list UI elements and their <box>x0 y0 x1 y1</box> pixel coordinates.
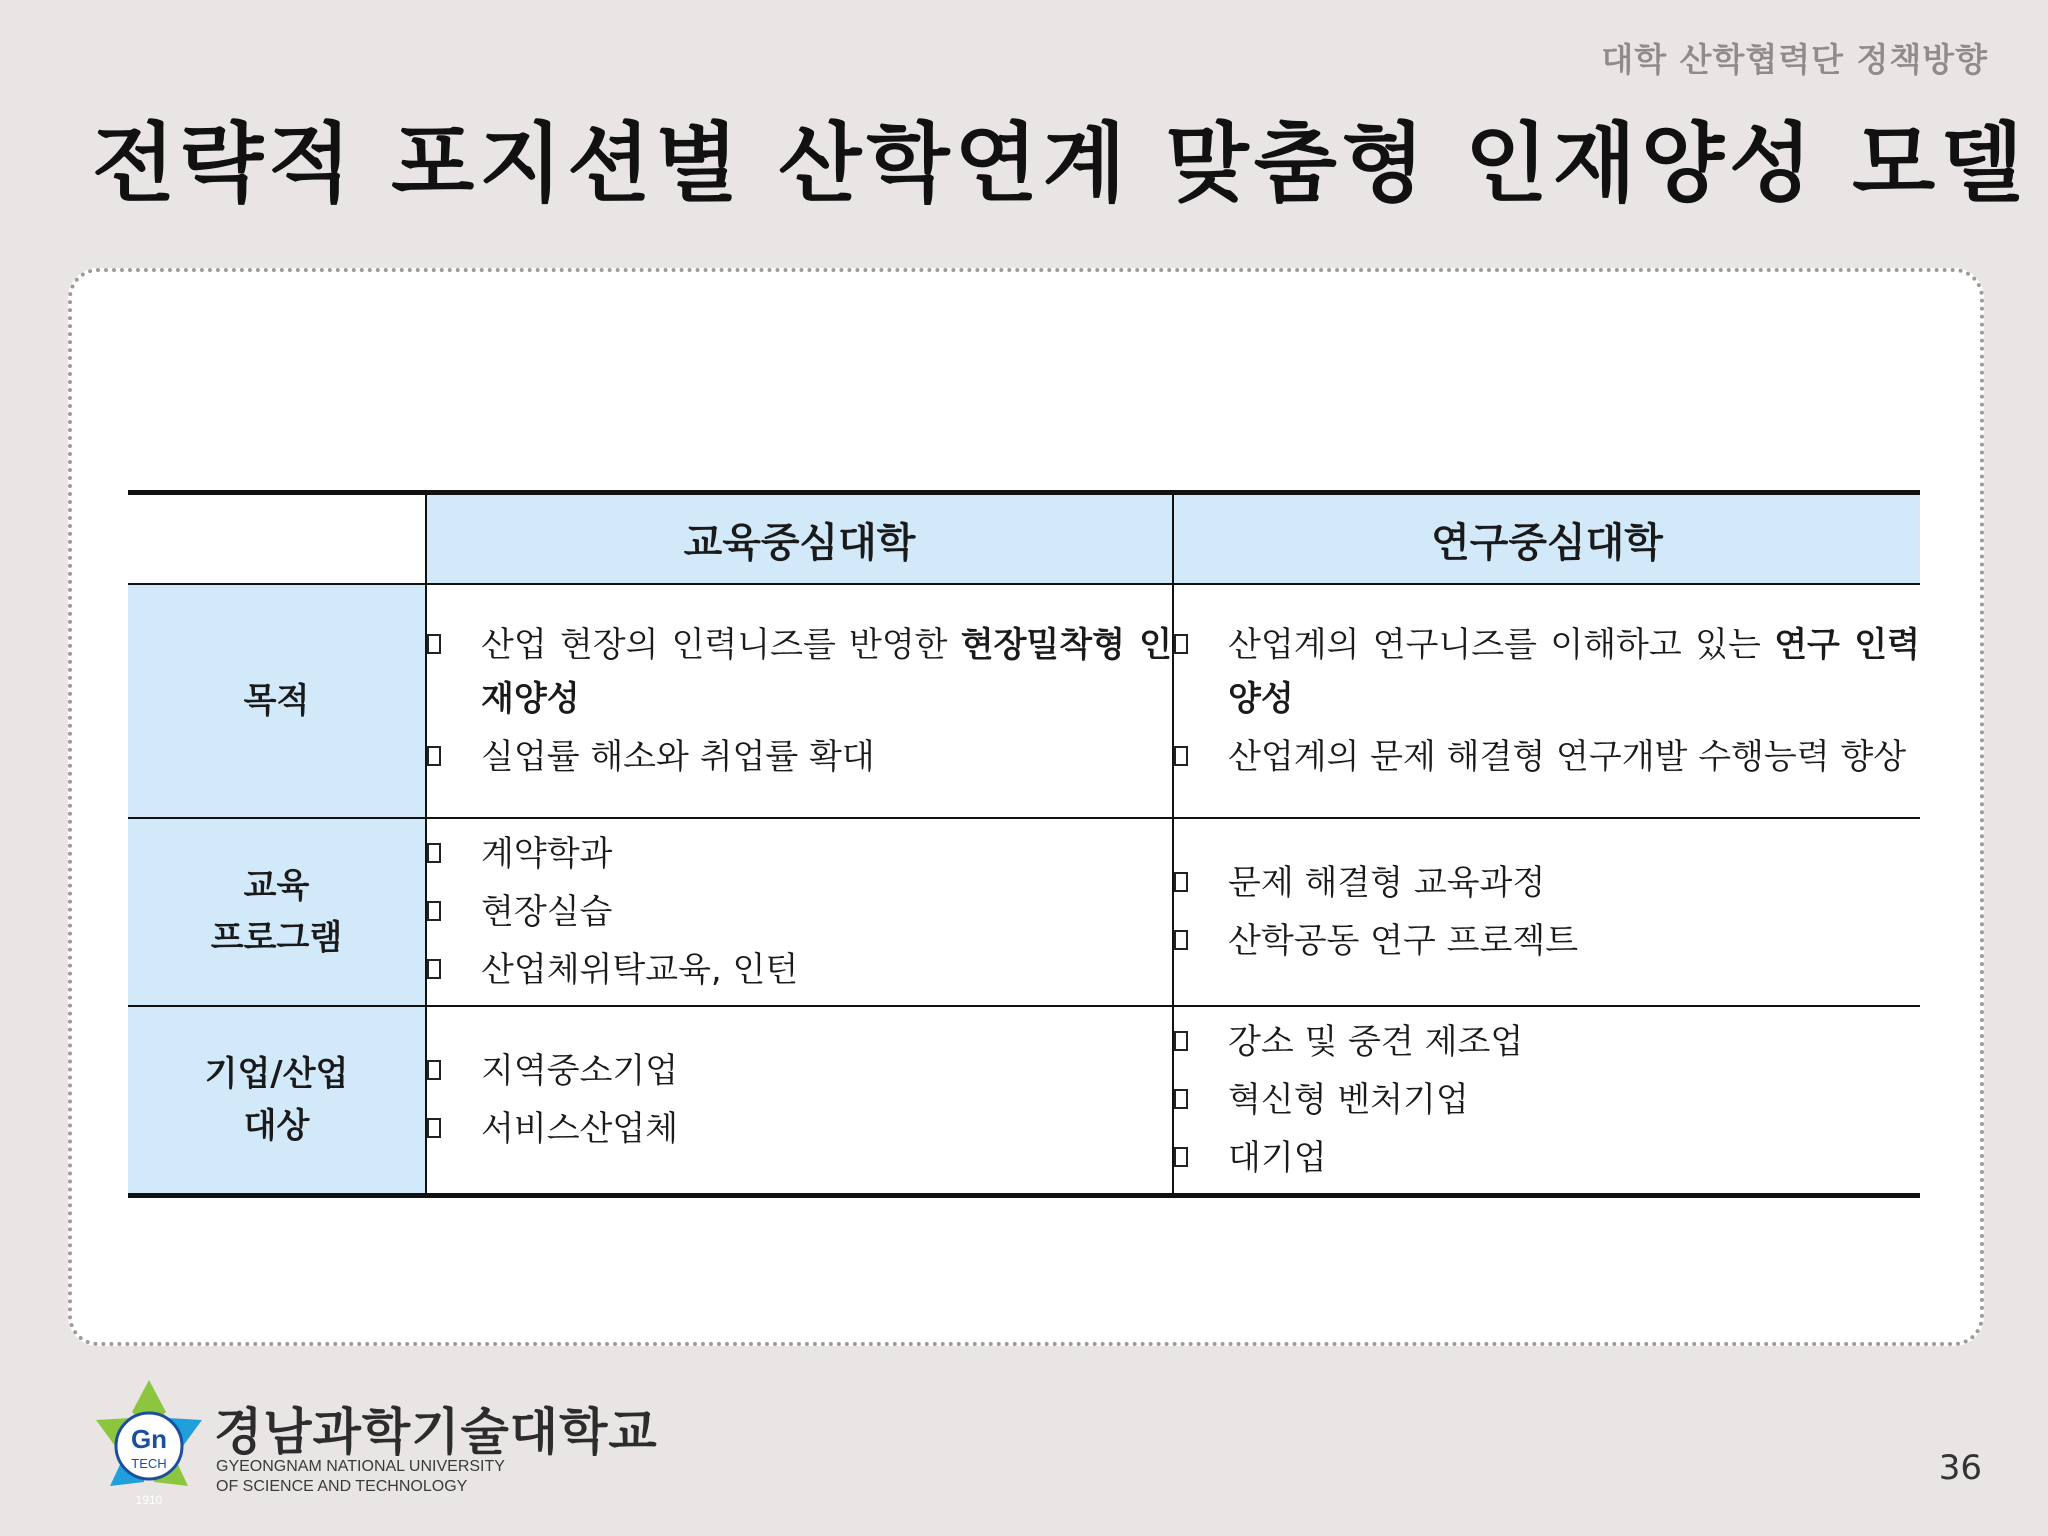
bullet-item <box>1174 856 1920 910</box>
column-header-education: 교육중심대학 <box>426 493 1173 585</box>
bullet-text: 산업계의 문제 해결형 연구개발 수행능력 향상 <box>1228 737 1907 777</box>
bullet-list <box>427 618 1172 784</box>
hollow-square-bullet-icon <box>1174 1089 1188 1109</box>
row-label-line: 교육 <box>243 866 310 906</box>
bullet-emphasis: 현장밀착형 인재양성 <box>481 625 1172 719</box>
cell-education <box>426 584 1173 818</box>
bullet-list <box>427 827 1172 997</box>
bullet-text: 계약학과 <box>481 834 613 874</box>
bullet-text: 서비스산업체 <box>481 1109 679 1149</box>
bullet-item <box>427 885 1172 939</box>
hollow-square-bullet-icon <box>427 746 441 766</box>
hollow-square-bullet-icon <box>1174 930 1188 950</box>
model-table <box>128 490 1920 1198</box>
bullet-text: 현장실습 <box>481 892 613 932</box>
column-header-research: 연구중심대학 <box>1173 493 1920 585</box>
row-label <box>128 1006 426 1196</box>
bullet-text: 산업 현장의 인력니즈를 반영한 <box>481 625 961 665</box>
cell-research <box>1173 584 1920 818</box>
bullet-list <box>1174 856 1920 968</box>
bullet-text: 문제 해결형 교육과정 <box>1228 863 1546 903</box>
hollow-square-bullet-icon <box>1174 1147 1188 1167</box>
university-name-english-line1: GYEONGNAM NATIONAL UNIVERSITY <box>216 1458 505 1475</box>
bullet-list <box>1174 618 1920 784</box>
row-label <box>128 584 426 818</box>
bullet-text: 산학공동 연구 프로젝트 <box>1228 921 1579 961</box>
hollow-square-bullet-icon <box>1174 872 1188 892</box>
row-label-line: 기업/산업 <box>204 1054 349 1094</box>
table-row <box>128 584 1920 818</box>
bullet-emphasis: 연구 인력양성 <box>1228 625 1920 719</box>
bullet-text: 산업체위탁교육, 인턴 <box>481 950 799 990</box>
hollow-square-bullet-icon <box>1174 746 1188 766</box>
hollow-square-bullet-icon <box>1174 1031 1188 1051</box>
bullet-list <box>1174 1015 1920 1185</box>
cell-education <box>426 818 1173 1006</box>
hollow-square-bullet-icon <box>427 959 441 979</box>
bullet-item <box>1174 1073 1920 1127</box>
cell-education <box>426 1006 1173 1196</box>
bullet-item <box>1174 730 1920 784</box>
bullet-text: 산업계의 연구니즈를 이해하고 있는 <box>1228 625 1775 665</box>
row-label-line: 대상 <box>243 1106 310 1146</box>
cell-research <box>1173 818 1920 1006</box>
logo-subtext: TECH <box>131 1456 167 1471</box>
table-row <box>128 1006 1920 1196</box>
university-name-korean: 경남과학기술대학교 <box>214 1403 658 1461</box>
slide-title: 전략적 포지션별 산학연계 맞춤형 인재양성 모델 <box>92 114 2029 214</box>
bullet-text: 지역중소기업 <box>481 1051 679 1091</box>
hollow-square-bullet-icon <box>1174 634 1188 654</box>
logo-text: Gn <box>130 1424 168 1454</box>
bullet-item <box>427 1044 1172 1098</box>
bullet-item <box>427 618 1172 726</box>
row-label-line: 프로그램 <box>210 918 343 958</box>
university-logo-icon <box>84 1372 214 1512</box>
table-corner-cell <box>128 493 426 585</box>
university-name-english-line2: OF SCIENCE AND TECHNOLOGY <box>216 1478 468 1495</box>
bullet-text: 실업률 해소와 취업률 확대 <box>481 737 875 777</box>
bullet-text: 강소 및 중견 제조업 <box>1228 1022 1524 1062</box>
row-label-line: 목적 <box>243 681 310 721</box>
bullet-item <box>1174 1015 1920 1069</box>
row-label <box>128 818 426 1006</box>
hollow-square-bullet-icon <box>427 901 441 921</box>
bullet-item <box>427 730 1172 784</box>
page-number: 36 <box>1938 1448 1982 1488</box>
hollow-square-bullet-icon <box>427 634 441 654</box>
logo-year: 1910 <box>135 1493 163 1507</box>
bullet-item <box>427 943 1172 997</box>
bullet-text: 대기업 <box>1228 1138 1327 1178</box>
bullet-item <box>1174 1131 1920 1185</box>
bullet-item <box>427 1102 1172 1156</box>
cell-research <box>1173 1006 1920 1196</box>
bullet-item <box>1174 914 1920 968</box>
bullet-item <box>427 827 1172 881</box>
hollow-square-bullet-icon <box>427 1118 441 1138</box>
bullet-text: 혁신형 벤처기업 <box>1228 1080 1469 1120</box>
bullet-list <box>427 1044 1172 1156</box>
hollow-square-bullet-icon <box>427 843 441 863</box>
bullet-item <box>1174 618 1920 726</box>
header-category: 대학 산학협력단 정책방향 <box>1601 40 1988 79</box>
table-row <box>128 818 1920 1006</box>
table-header-row <box>128 493 1920 585</box>
hollow-square-bullet-icon <box>427 1060 441 1080</box>
